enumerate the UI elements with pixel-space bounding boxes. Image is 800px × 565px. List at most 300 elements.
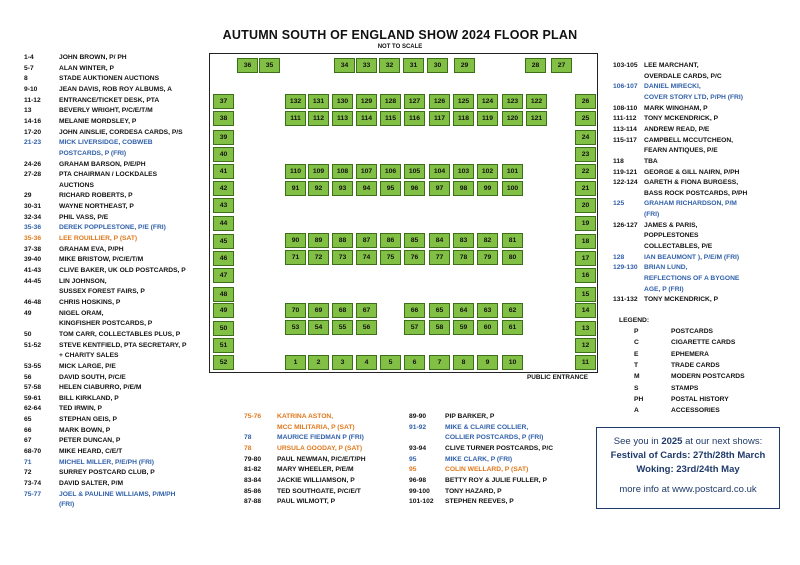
stand-14[interactable]: 14 <box>575 303 596 318</box>
stand-119[interactable]: 119 <box>477 111 498 126</box>
stand-number: 95 <box>409 455 417 463</box>
stand-118[interactable]: 118 <box>453 111 474 126</box>
exhibitor-name: TOM CARR, COLLECTABLES PLUS, P <box>59 330 181 338</box>
stand-75[interactable]: 75 <box>380 250 401 265</box>
stand-number: 14-16 <box>24 117 42 125</box>
exhibitor-name: AGE, P (FRI) <box>644 285 684 293</box>
stand-110[interactable]: 110 <box>285 164 306 179</box>
stand-73[interactable]: 73 <box>332 250 353 265</box>
stand-number: 118 <box>613 157 624 165</box>
stand-106[interactable]: 106 <box>380 164 401 179</box>
exhibitor-name: ANDREW READ, P/E <box>644 125 710 133</box>
legend-value: POSTCARDS <box>671 328 713 335</box>
exhibitor-name: MAURICE FIEDMAN P (FRI) <box>277 434 364 442</box>
stand-96[interactable]: 96 <box>404 181 425 196</box>
exhibitor-name: BRIAN LUND, <box>644 264 688 272</box>
stand-104[interactable]: 104 <box>429 164 450 179</box>
exhibitor-name: STEPHAN GEIS, P <box>59 416 117 424</box>
exhibitor-name: TED SOUTHGATE, P/C/E/T <box>277 487 361 495</box>
stand-50[interactable]: 50 <box>213 321 234 336</box>
stand-74[interactable]: 74 <box>356 250 377 265</box>
promo-website[interactable]: more info at www.postcard.co.uk <box>619 484 757 495</box>
stand-70[interactable]: 70 <box>285 303 306 318</box>
stand-number: 49 <box>24 309 32 317</box>
legend-value: MODERN POSTCARDS <box>671 373 745 381</box>
stand-63[interactable]: 63 <box>477 303 498 318</box>
stand-55[interactable]: 55 <box>332 320 353 335</box>
stand-number: 89-90 <box>409 413 427 420</box>
legend-value: EPHEMERA <box>671 350 709 358</box>
legend-value: CIGARETTE CARDS <box>671 339 736 347</box>
legend-key: T <box>634 361 639 369</box>
stand-35[interactable]: 35 <box>259 58 280 73</box>
exhibitor-name: MIKE & CLAIRE COLLIER, <box>445 423 529 431</box>
exhibitor-name: JOHN BROWN, P/ PH <box>59 54 127 61</box>
stand-37[interactable]: 37 <box>213 94 234 109</box>
stand-number: 46-48 <box>24 298 42 306</box>
stand-10[interactable]: 10 <box>502 355 523 370</box>
legend-key: S <box>634 384 639 392</box>
stand-47[interactable]: 47 <box>213 268 234 283</box>
exhibitor-name: MICHEL MILLER, P/E/PH (FRI) <box>59 458 154 466</box>
stand-81[interactable]: 81 <box>502 233 523 248</box>
stand-66[interactable]: 66 <box>404 303 425 318</box>
stand-62[interactable]: 62 <box>502 303 523 318</box>
legend-key: PH <box>634 395 644 403</box>
stand-65[interactable]: 65 <box>429 303 450 318</box>
stand-number: 37-38 <box>24 245 42 253</box>
stand-100[interactable]: 100 <box>502 181 523 196</box>
stand-number: 75-77 <box>24 490 42 498</box>
stand-123[interactable]: 123 <box>502 94 523 109</box>
stand-number: 106-107 <box>613 83 638 91</box>
stand-44[interactable]: 44 <box>213 216 234 231</box>
exhibitor-name: JEAN DAVIS, ROB ROY ALBUMS, A <box>59 85 172 93</box>
scale-note: NOT TO SCALE <box>377 44 423 50</box>
floor-plan <box>209 53 598 373</box>
exhibitor-name: SURREY POSTCARD CLUB, P <box>59 469 155 477</box>
stand-112[interactable]: 112 <box>308 111 329 126</box>
stand-7[interactable]: 7 <box>429 355 450 370</box>
stand-46[interactable]: 46 <box>213 251 234 266</box>
stand-2[interactable]: 2 <box>308 355 329 370</box>
stand-32[interactable]: 32 <box>379 58 400 73</box>
stand-69[interactable]: 69 <box>308 303 329 318</box>
exhibitor-name: OVERDALE CARDS, P/C <box>644 72 722 80</box>
stand-number: 9-10 <box>24 85 38 93</box>
stand-number: 29 <box>24 192 32 200</box>
stand-number: 111-112 <box>613 115 637 123</box>
stand-number: 44-45 <box>24 277 42 285</box>
stand-102[interactable]: 102 <box>477 164 498 179</box>
stand-95[interactable]: 95 <box>380 181 401 196</box>
stand-23[interactable]: 23 <box>575 147 596 162</box>
exhibitor-name: DANIEL MIRECKI, <box>644 83 701 91</box>
stand-122[interactable]: 122 <box>526 94 547 109</box>
exhibitor-name: CLIVE BAKER, UK OLD POSTCARDS, P <box>59 267 186 274</box>
legend-value: TRADE CARDS <box>671 361 720 369</box>
stand-31[interactable]: 31 <box>403 58 424 73</box>
stand-24[interactable]: 24 <box>575 130 596 145</box>
legend-key: P <box>634 328 639 335</box>
exhibitor-name: DEREK POPPLESTONE, P/E (FRI) <box>59 224 166 232</box>
stand-number: 50 <box>24 330 32 338</box>
exhibitor-name: CLIVE TURNER POSTCARDS, P/C <box>445 444 554 452</box>
stand-number: 41-43 <box>24 267 42 274</box>
exhibitor-name: JOEL & PAULINE WILLIAMS, P/M/PH <box>59 490 176 498</box>
stand-number: 5-7 <box>24 64 34 72</box>
stand-19[interactable]: 19 <box>575 216 596 231</box>
promo-line-3: Woking: 23rd/24th May <box>636 464 740 475</box>
exhibitor-name: HELEN CIABURRO, P/E/M <box>59 384 142 392</box>
stand-number: 126-127 <box>613 221 638 229</box>
stand-132[interactable]: 132 <box>285 94 306 109</box>
exhibitor-name: MCC MILITARIA, P (SAT) <box>277 423 355 431</box>
exhibitor-name: MICK LIVERSIDGE, COBWEB <box>59 139 153 147</box>
stand-128[interactable]: 128 <box>380 94 401 109</box>
stand-number: 21-23 <box>24 139 42 147</box>
stand-number: 128 <box>613 253 625 261</box>
stand-113[interactable]: 113 <box>332 111 353 126</box>
exhibitor-name: COVER STORY LTD, P/PH (FRI) <box>644 93 743 101</box>
stand-number: 56 <box>24 373 32 381</box>
stand-78[interactable]: 78 <box>453 250 474 265</box>
exhibitor-name: TONY MCKENDRICK, P <box>644 115 719 123</box>
stand-126[interactable]: 126 <box>429 94 450 109</box>
stand-number: 129-130 <box>613 264 638 272</box>
stand-42[interactable]: 42 <box>213 181 234 196</box>
stand-number: 39-40 <box>24 256 42 264</box>
stand-number: 113-114 <box>613 125 637 133</box>
stand-86[interactable]: 86 <box>380 233 401 248</box>
stand-number: 1-4 <box>24 54 34 61</box>
stand-number: 78 <box>244 434 252 442</box>
stand-36[interactable]: 36 <box>237 58 258 73</box>
stand-40[interactable]: 40 <box>213 147 234 162</box>
promo-line-1: See you in 2025 at our next shows: <box>613 436 763 447</box>
stand-9[interactable]: 9 <box>477 355 498 370</box>
stand-80[interactable]: 80 <box>502 250 523 265</box>
stand-number: 13 <box>24 107 32 115</box>
exhibitor-name: ENTRANCE/TICKET DESK, PTA <box>59 96 160 104</box>
exhibitor-name: TONY MCKENDRICK, P <box>644 296 719 304</box>
stand-43[interactable]: 43 <box>213 198 234 213</box>
stand-5[interactable]: 5 <box>380 355 401 370</box>
stand-15[interactable]: 15 <box>575 287 596 302</box>
stand-number: 119-121 <box>613 168 638 176</box>
stand-45[interactable]: 45 <box>213 234 234 249</box>
legend-title: LEGEND: <box>619 317 650 324</box>
stand-30[interactable]: 30 <box>427 58 448 73</box>
stand-98[interactable]: 98 <box>453 181 474 196</box>
stand-number: 73-74 <box>24 480 42 487</box>
exhibitor-name: TONY HAZARD, P <box>445 487 502 495</box>
stand-108[interactable]: 108 <box>332 164 353 179</box>
stand-number: 93-94 <box>409 444 427 452</box>
stand-25[interactable]: 25 <box>575 111 596 126</box>
stand-3[interactable]: 3 <box>332 355 353 370</box>
stand-number: 72 <box>24 469 32 477</box>
stand-77[interactable]: 77 <box>429 250 450 265</box>
stand-number: 27-28 <box>24 171 42 179</box>
stand-13[interactable]: 13 <box>575 321 596 336</box>
stand-117[interactable]: 117 <box>429 111 450 126</box>
exhibitor-name: STADE AUKTIONEN AUCTIONS <box>59 75 160 83</box>
stand-number: 108-110 <box>613 104 638 112</box>
exhibitor-name: SUSSEX FOREST FAIRS, P <box>59 288 145 296</box>
stand-number: 71 <box>24 458 32 466</box>
stand-number: 103-105 <box>613 62 638 69</box>
exhibitor-name: COLIN WELLARD, P (SAT) <box>445 466 529 474</box>
stand-93[interactable]: 93 <box>332 181 353 196</box>
stand-number: 65 <box>24 416 32 424</box>
stand-120[interactable]: 120 <box>502 111 523 126</box>
stand-97[interactable]: 97 <box>429 181 450 196</box>
exhibitor-name: REFLECTIONS OF A BYGONE <box>644 275 740 282</box>
legend-value: STAMPS <box>671 384 699 392</box>
exhibitor-name: MARY WHEELER, P/E/M <box>277 466 354 474</box>
exhibitor-name: CAMPBELL MCCUTCHEON, <box>644 136 734 144</box>
exhibitor-name: PIP BARKER, P <box>445 413 495 420</box>
stand-111[interactable]: 111 <box>285 111 306 126</box>
exhibitor-name: MARK BOWN, P <box>59 426 111 434</box>
exhibitor-name: JAMES & PARIS, <box>644 221 698 229</box>
stand-17[interactable]: 17 <box>575 251 596 266</box>
stand-34[interactable]: 34 <box>334 58 355 73</box>
stand-127[interactable]: 127 <box>404 94 425 109</box>
stand-58[interactable]: 58 <box>429 320 450 335</box>
stand-18[interactable]: 18 <box>575 234 596 249</box>
stand-number: 122-124 <box>613 179 638 187</box>
stand-83[interactable]: 83 <box>453 233 474 248</box>
legend-key: M <box>634 373 640 381</box>
stand-71[interactable]: 71 <box>285 250 306 265</box>
stand-number: 75-76 <box>244 413 262 420</box>
page-title: AUTUMN SOUTH OF ENGLAND SHOW 2024 FLOOR PLAN <box>222 28 578 42</box>
stand-number: 78 <box>244 444 252 452</box>
stand-38[interactable]: 38 <box>213 111 234 126</box>
stand-85[interactable]: 85 <box>404 233 425 248</box>
stand-number: 91-92 <box>409 423 427 431</box>
stand-92[interactable]: 92 <box>308 181 329 196</box>
stand-number: 125 <box>613 200 625 208</box>
exhibitor-name: MIKE CLARK, P (FRI) <box>445 455 513 463</box>
exhibitor-name: ALAN WINTER, P <box>59 64 114 72</box>
exhibitor-name: COLLIER POSTCARDS, P (FRI) <box>445 434 544 442</box>
stand-90[interactable]: 90 <box>285 233 306 248</box>
exhibitor-name: DAVID SOUTH, P/C/E <box>59 373 126 381</box>
stand-39[interactable]: 39 <box>213 130 234 145</box>
stand-number: 95 <box>409 466 417 474</box>
exhibitor-name: POPPLESTONES <box>644 232 699 240</box>
stand-28[interactable]: 28 <box>525 58 546 73</box>
stand-33[interactable]: 33 <box>356 58 377 73</box>
exhibitor-name: + CHARITY SALES <box>59 352 119 360</box>
exhibitor-name: MIKE HEARD, C/E/T <box>59 448 123 456</box>
promo-line-2: Festival of Cards: 27th/28th March <box>610 450 766 461</box>
exhibitor-name: FEARN ANTIQUES, P/E <box>644 147 718 155</box>
exhibitor-name: BETTY ROY & JULIE FULLER, P <box>445 476 547 484</box>
exhibitor-name: GARETH & FIONA BURGESS, <box>644 179 739 187</box>
stand-57[interactable]: 57 <box>404 320 425 335</box>
stand-89[interactable]: 89 <box>308 233 329 248</box>
stand-130[interactable]: 130 <box>332 94 353 109</box>
stand-number: 35-36 <box>24 224 42 232</box>
exhibitor-name: GRAHAM EVA, P/PH <box>59 245 124 253</box>
stand-number: 115-117 <box>613 136 637 144</box>
exhibitor-name: LEE ROUILLIER, P (SAT) <box>59 235 138 243</box>
stand-number: 57-58 <box>24 384 42 392</box>
stand-131[interactable]: 131 <box>308 94 329 109</box>
stand-68[interactable]: 68 <box>332 303 353 318</box>
exhibitor-name: PAUL NEWMAN, P/C/E/T/PH <box>277 455 366 463</box>
stand-109[interactable]: 109 <box>308 164 329 179</box>
stand-52[interactable]: 52 <box>213 355 234 370</box>
stand-60[interactable]: 60 <box>477 320 498 335</box>
exhibitor-name: RICHARD ROBERTS, P <box>59 192 133 200</box>
stand-11[interactable]: 11 <box>575 355 596 370</box>
exhibitor-name: TED IRWIN, P <box>59 405 102 413</box>
stand-number: 67 <box>24 437 32 445</box>
stand-129[interactable]: 129 <box>356 94 377 109</box>
stand-49[interactable]: 49 <box>213 303 234 318</box>
stand-22[interactable]: 22 <box>575 164 596 179</box>
stand-53[interactable]: 53 <box>285 320 306 335</box>
stand-number: 11-12 <box>24 96 41 104</box>
legend-value: ACCESSORIES <box>671 407 720 415</box>
exhibitor-name: MARK WINGHAM, P <box>644 104 708 112</box>
exhibitor-name: NIGEL ORAM, <box>59 309 104 317</box>
stand-124[interactable]: 124 <box>477 94 498 109</box>
stand-105[interactable]: 105 <box>404 164 425 179</box>
exhibitor-name: URSULA GOODAY, P (SAT) <box>277 444 363 452</box>
exhibitor-name: LIN JOHNSON, <box>59 277 107 285</box>
stand-number: 101-102 <box>409 498 434 506</box>
stand-84[interactable]: 84 <box>429 233 450 248</box>
stand-88[interactable]: 88 <box>332 233 353 248</box>
stand-number: 17-20 <box>24 128 42 136</box>
stand-26[interactable]: 26 <box>575 94 596 109</box>
stand-56[interactable]: 56 <box>356 320 377 335</box>
stand-4[interactable]: 4 <box>356 355 377 370</box>
exhibitor-name: DAVID SALTER, P/M <box>59 480 124 487</box>
stand-41[interactable]: 41 <box>213 164 234 179</box>
stand-number: 96-98 <box>409 476 427 484</box>
stand-61[interactable]: 61 <box>502 320 523 335</box>
stand-number: 99-100 <box>409 487 430 495</box>
stand-number: 59-61 <box>24 394 42 402</box>
stand-99[interactable]: 99 <box>477 181 498 196</box>
promo-box <box>596 427 780 509</box>
exhibitor-name: CHRIS HOSKINS, P <box>59 298 121 306</box>
stand-number: 68-70 <box>24 448 42 456</box>
exhibitor-name: AUCTIONS <box>59 181 94 189</box>
stand-number: 81-82 <box>244 466 262 474</box>
stand-number: 32-34 <box>24 213 42 221</box>
exhibitor-name: BEVERLY WRIGHT, P/C/E/T/M <box>59 107 153 115</box>
stand-number: 83-84 <box>244 476 262 484</box>
exhibitor-name: BASS ROCK POSTCARDS, P/PH <box>644 189 748 197</box>
stand-87[interactable]: 87 <box>356 233 377 248</box>
stand-16[interactable]: 16 <box>575 268 596 283</box>
legend-value: POSTAL HISTORY <box>671 395 729 403</box>
stand-94[interactable]: 94 <box>356 181 377 196</box>
exhibitor-name: (FRI) <box>59 501 75 509</box>
stand-103[interactable]: 103 <box>453 164 474 179</box>
exhibitor-name: GRAHAM BARSON, P/E/PH <box>59 160 146 168</box>
stand-number: 87-88 <box>244 498 262 506</box>
stand-number: 85-86 <box>244 487 262 495</box>
public-entrance-label: PUBLIC ENTRANCE <box>527 374 589 381</box>
stand-1[interactable]: 1 <box>285 355 306 370</box>
stand-91[interactable]: 91 <box>285 181 306 196</box>
exhibitor-name: TBA <box>644 157 658 165</box>
stand-121[interactable]: 121 <box>526 111 547 126</box>
stand-number: 66 <box>24 426 32 434</box>
exhibitor-name: MELANIE MORDSLEY, P <box>59 117 137 125</box>
stand-51[interactable]: 51 <box>213 338 234 353</box>
exhibitor-name: STEPHEN REEVES, P <box>445 498 514 506</box>
stand-59[interactable]: 59 <box>453 320 474 335</box>
exhibitor-name: MICK LARGE, P/E <box>59 362 116 370</box>
stand-76[interactable]: 76 <box>404 250 425 265</box>
exhibitor-name: PAUL WILMOTT, P <box>277 498 336 506</box>
stand-107[interactable]: 107 <box>356 164 377 179</box>
stand-27[interactable]: 27 <box>551 58 572 73</box>
stand-number: 79-80 <box>244 455 262 463</box>
stand-6[interactable]: 6 <box>404 355 425 370</box>
exhibitor-name: JOHN AINSLIE, CORDESA CARDS, P/S <box>59 128 183 136</box>
stand-number: 8 <box>24 75 28 83</box>
stand-64[interactable]: 64 <box>453 303 474 318</box>
stand-21[interactable]: 21 <box>575 181 596 196</box>
stand-116[interactable]: 116 <box>404 111 425 126</box>
exhibitor-name: MIKE BRISTOW, P/C/E/T/M <box>59 256 144 264</box>
stand-72[interactable]: 72 <box>308 250 329 265</box>
stand-12[interactable]: 12 <box>575 338 596 353</box>
stand-67[interactable]: 67 <box>356 303 377 318</box>
stand-101[interactable]: 101 <box>502 164 523 179</box>
exhibitor-name: WAYNE NORTHEAST, P <box>59 203 134 211</box>
legend-key: C <box>634 339 639 347</box>
exhibitor-name: (FRI) <box>644 211 660 219</box>
stand-29[interactable]: 29 <box>454 58 475 73</box>
exhibitor-name: PHIL VASS, P/E <box>59 213 109 221</box>
stand-number: 35-36 <box>24 235 42 243</box>
stand-115[interactable]: 115 <box>380 111 401 126</box>
stand-79[interactable]: 79 <box>477 250 498 265</box>
stand-125[interactable]: 125 <box>453 94 474 109</box>
stand-8[interactable]: 8 <box>453 355 474 370</box>
stand-48[interactable]: 48 <box>213 287 234 302</box>
stand-20[interactable]: 20 <box>575 198 596 213</box>
stand-number: 30-31 <box>24 203 42 211</box>
stand-number: 62-64 <box>24 405 42 413</box>
exhibitor-name: STEVE KENTFIELD, PTA SECRETARY, P <box>59 341 187 349</box>
exhibitor-name: POSTCARDS, P (FRI) <box>59 149 127 157</box>
exhibitor-name: KATRINA ASTON, <box>277 413 334 420</box>
exhibitor-name: COLLECTABLES, P/E <box>644 243 713 251</box>
exhibitor-name: PTA CHAIRMAN / LOCKDALES <box>59 171 158 179</box>
stand-114[interactable]: 114 <box>356 111 377 126</box>
exhibitor-name: PETER DUNCAN, P <box>59 437 121 445</box>
stand-82[interactable]: 82 <box>477 233 498 248</box>
legend-key: E <box>634 350 639 358</box>
stand-number: 51-52 <box>24 341 42 349</box>
exhibitor-name: LEE MARCHANT, <box>644 62 699 69</box>
stand-54[interactable]: 54 <box>308 320 329 335</box>
exhibitor-name: JACKIE WILLIAMSON, P <box>277 476 355 484</box>
